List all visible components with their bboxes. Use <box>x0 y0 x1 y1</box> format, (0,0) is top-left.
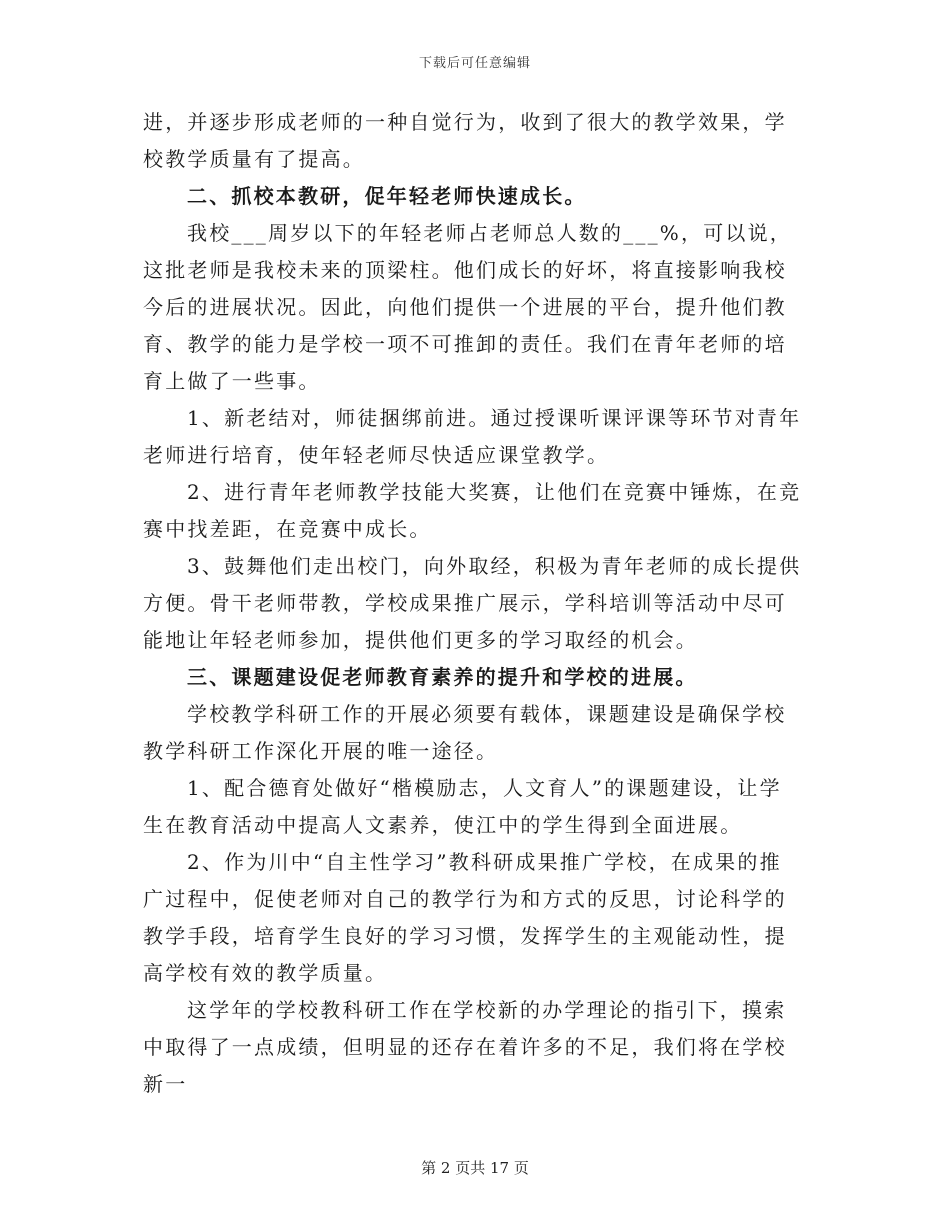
list-item-1: 1、新老结对，师徒捆绑前进。通过授课听课评课等环节对青年老师进行培育，使年轻老师尽快适应课堂教学。 <box>143 406 802 467</box>
paragraph-continuation: 进，并逐步形成老师的一种自觉行为，收到了很大的教学效果，学校教学质量有了提高。 <box>143 110 787 171</box>
list-item-2: 2、进行青年老师教学技能大奖赛，让他们在竞赛中锤炼，在竞赛中找差距，在竞赛中成长。 <box>143 480 802 541</box>
paragraph: 学校教学科研工作的开展必须要有载体，课题建设是确保学校教学科研工作深化开展的唯一途径。 <box>143 702 787 763</box>
paragraph: 我校___周岁以下的年轻老师占老师总人数的___%，可以说，这批老师是我校未来的顶梁柱。他们成长的好坏，将直接影响我校今后的进展状况。因此，向他们提供一个进展的平台，提升他们教育、教学的能力是学校一项不可推卸的责任。我们在青年老师的培育上做了一些事。 <box>143 221 793 393</box>
page-header: 下载后可任意编辑 <box>418 56 531 71</box>
list-item-1: 1、配合德育处做好“楷模励志，人文育人”的课题建设，让学生在教育活动中提高人文素养，使江中的学生得到全面进展。 <box>143 776 782 837</box>
list-item-3: 3、鼓舞他们走出校门，向外取经，积极为青年老师的成长提供方便。骨干老师带教，学校成果推广展示，学科培训等活动中尽可能地让年轻老师参加，提供他们更多的学习取经的机会。 <box>143 554 802 652</box>
list-item-2: 2、作为川中“自主性学习”教科研成果推广学校，在成果的推广过程中，促使老师对自己的教学行为和方式的反思，讨论科学的教学手段，培育学生良好的学习习惯，发挥学生的主观能动性，提高学校有效的教学质量。 <box>143 850 787 985</box>
document-body <box>143 104 803 1103</box>
section-heading-3: 三、课题建设促老师教育素养的提升和学校的进展。 <box>187 665 698 689</box>
section-heading-2: 二、抓校本教研，促年轻老师快速成长。 <box>187 184 587 208</box>
paragraph: 这学年的学校教科研工作在学校新的办学理论的指引下，摸索中取得了一点成绩，但明显的还存在着许多的不足，我们将在学校新一 <box>143 998 787 1096</box>
page-footer: 第 2 页共 17 页 <box>421 1159 529 1177</box>
